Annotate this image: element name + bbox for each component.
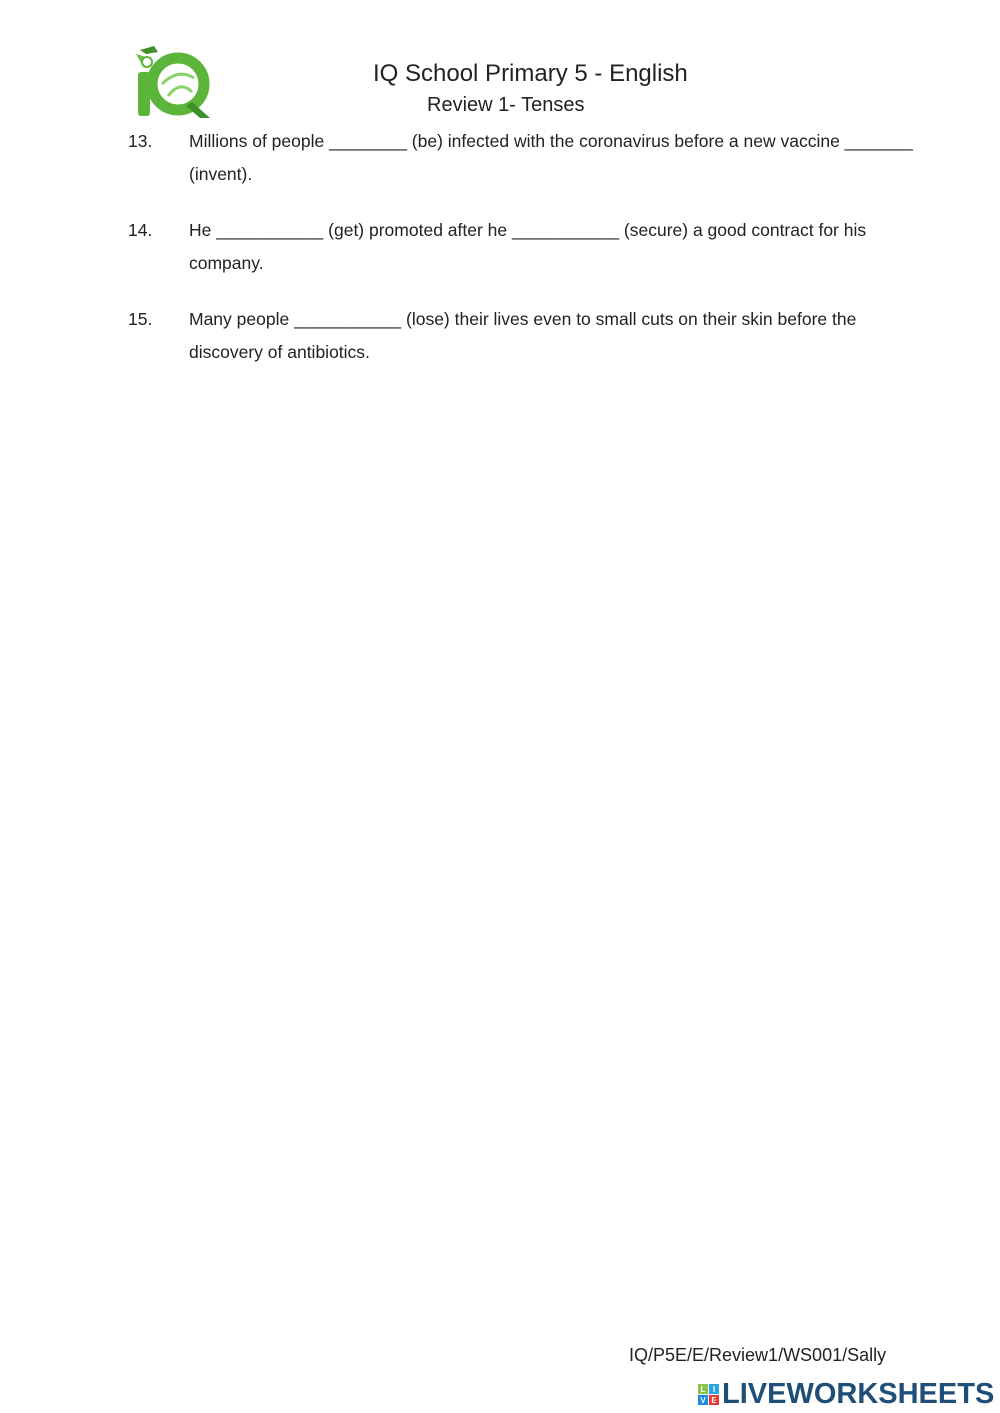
question-item: [128, 303, 918, 369]
question-text: Millions of people ________ (be) infected with the coronavirus before a new vaccine _______ (invent).: [189, 131, 913, 184]
question-text: He ___________ (get) promoted after he ___________ (secure) a good contract for his company.: [189, 220, 867, 273]
brand-letter: E: [709, 1395, 719, 1405]
brand-letter: L: [698, 1384, 708, 1394]
question-number: 13.: [128, 131, 153, 151]
worksheet-code: IQ/P5E/E/Review1/WS001/Sally: [629, 1345, 887, 1365]
iq-school-logo: [128, 44, 214, 120]
question-item: [128, 125, 918, 191]
brand-letter: V: [698, 1395, 708, 1405]
brand-wordmark: LIVEWORKSHEETS: [722, 1378, 995, 1410]
page-subtitle: Review 1- Tenses: [427, 94, 585, 116]
live-squares-icon: [698, 1384, 719, 1405]
question-item: [128, 214, 918, 280]
page-title: IQ School Primary 5 - English: [373, 60, 688, 87]
question-number: 15.: [128, 309, 153, 329]
question-text: Many people ___________ (lose) their lives even to small cuts on their skin before the discovery of antibiotics.: [189, 309, 857, 362]
liveworksheets-brand: [698, 1378, 994, 1411]
brand-letter: I: [709, 1384, 719, 1394]
question-number: 14.: [128, 220, 153, 240]
